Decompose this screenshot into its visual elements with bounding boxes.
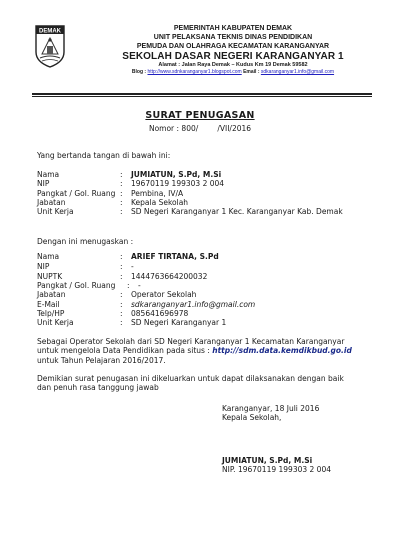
field-label: Jabatan bbox=[37, 290, 66, 300]
field-label: E-Mail bbox=[37, 299, 60, 309]
field-label: Nama bbox=[37, 252, 60, 261]
field-label: Jabatan bbox=[37, 197, 66, 207]
field-value: JUMIATUN, S.Pd, M.Si bbox=[131, 170, 222, 179]
field-value: - bbox=[138, 280, 141, 290]
field-value: 1444763664200032 bbox=[131, 271, 208, 281]
closing-paragraph-line2: dan penuh rasa tanggung jawab bbox=[37, 383, 159, 393]
blog-label: Blog : bbox=[131, 69, 147, 75]
email-label: Email : bbox=[243, 69, 260, 75]
field-separator: : bbox=[120, 308, 123, 318]
field-label: Telp/HP bbox=[37, 308, 65, 318]
demak-emblem-logo bbox=[34, 24, 66, 68]
field-separator: : bbox=[120, 299, 123, 309]
letterhead-divider-thin bbox=[32, 96, 372, 97]
signature-position: Kepala Sekolah, bbox=[222, 413, 282, 423]
field-label: NIP bbox=[37, 179, 50, 189]
field-value: ARIEF TIRTANA, S.Pd bbox=[131, 252, 219, 261]
field-value: Operator Sekolah bbox=[131, 290, 197, 300]
assign-intro-text: Dengan ini menugaskan : bbox=[37, 237, 134, 246]
field-separator: : bbox=[120, 207, 123, 217]
field-separator: : bbox=[120, 271, 123, 281]
field-separator: : bbox=[127, 280, 130, 290]
purpose-paragraph-line1: Sebagai Operator Sekolah dari SD Negeri Karanganyar 1 Kecamatan Karanganyar bbox=[37, 337, 345, 346]
letterhead-unit: UNIT PELAKSANA TEKNIS DINAS PENDIDIKAN bbox=[153, 34, 313, 41]
field-separator: : bbox=[120, 252, 123, 261]
field-separator: : bbox=[120, 290, 123, 300]
field-label: Nama bbox=[37, 170, 60, 179]
field-separator: : bbox=[120, 170, 123, 179]
intro-text: Yang bertanda tangan di bawah ini: bbox=[37, 151, 171, 160]
purpose-paragraph-line2 bbox=[37, 346, 352, 355]
signature-nip: NIP. 19670119 199303 2 004 bbox=[222, 465, 331, 475]
letterhead bbox=[70, 24, 396, 76]
field-value: SD Negeri Karanganyar 1 bbox=[131, 318, 227, 328]
letterhead-department: PEMUDA DAN OLAHRAGA KECAMATAN KARANGANYAR bbox=[136, 43, 330, 50]
field-value: - bbox=[131, 262, 134, 272]
letterhead-divider-thick bbox=[32, 93, 372, 95]
letterhead-government: PEMERINTAH KABUPATEN DEMAK bbox=[173, 25, 293, 32]
field-label: NUPTK bbox=[37, 271, 63, 281]
field-label: Unit Kerja bbox=[37, 318, 74, 328]
field-label: NIP bbox=[37, 262, 50, 272]
signature-place-date: Karanganyar, 18 Juli 2016 bbox=[222, 404, 320, 413]
field-label: Pangkat / Gol. Ruang bbox=[37, 188, 116, 198]
field-value: 19670119 199303 2 004 bbox=[131, 179, 225, 189]
field-value: 085641696978 bbox=[131, 308, 189, 318]
field-separator: : bbox=[120, 318, 123, 328]
field-separator: : bbox=[120, 188, 123, 198]
logo-lettering: DEMAK bbox=[39, 28, 61, 35]
field-separator: : bbox=[120, 179, 123, 189]
letterhead-address: Alamat : Jalan Raya Demak – Kudus Km 19 Demak 59582 bbox=[158, 62, 308, 68]
dapodik-site-link[interactable]: http://sdm.data.kemdikbud.go.id bbox=[212, 346, 352, 356]
field-value: Pembina, IV/A bbox=[131, 188, 184, 198]
letter-title: SURAT PENUGASAN bbox=[145, 110, 255, 121]
purpose-text: untuk mengelola Data Pendidikan pada situs : bbox=[37, 346, 213, 356]
purpose-paragraph-line3: untuk Tahun Pelajaran 2016/2017. bbox=[37, 355, 166, 365]
field-value: Kepala Sekolah bbox=[131, 197, 189, 207]
email-link[interactable]: sdkaranganyar1.info@gmail.com bbox=[260, 69, 335, 75]
letterhead-contacts bbox=[70, 69, 396, 76]
signature-name: JUMIATUN, S.Pd, M.Si bbox=[222, 456, 313, 465]
field-value: sdkaranganyar1.info@gmail.com bbox=[131, 299, 256, 309]
closing-paragraph-line1: Demikian surat penugasan ini dikeluarkan untuk dapat dilaksanakan dengan baik bbox=[37, 374, 344, 383]
field-value: SD Negeri Karanganyar 1 Kec. Karanganyar Kab. Demak bbox=[131, 207, 343, 217]
letterhead-school-name: SEKOLAH DASAR NEGERI KARANGANYAR 1 bbox=[122, 51, 344, 62]
field-label: Unit Kerja bbox=[37, 207, 74, 217]
field-separator: : bbox=[120, 262, 123, 272]
field-separator: : bbox=[120, 197, 123, 207]
field-label: Pangkat / Gol. Ruang bbox=[37, 280, 116, 290]
blog-link[interactable]: http://www.sdnkaranganyar1.blogspot.com bbox=[147, 69, 242, 75]
letter-number: Nomor : 800/ /VII/2016 bbox=[148, 124, 252, 133]
